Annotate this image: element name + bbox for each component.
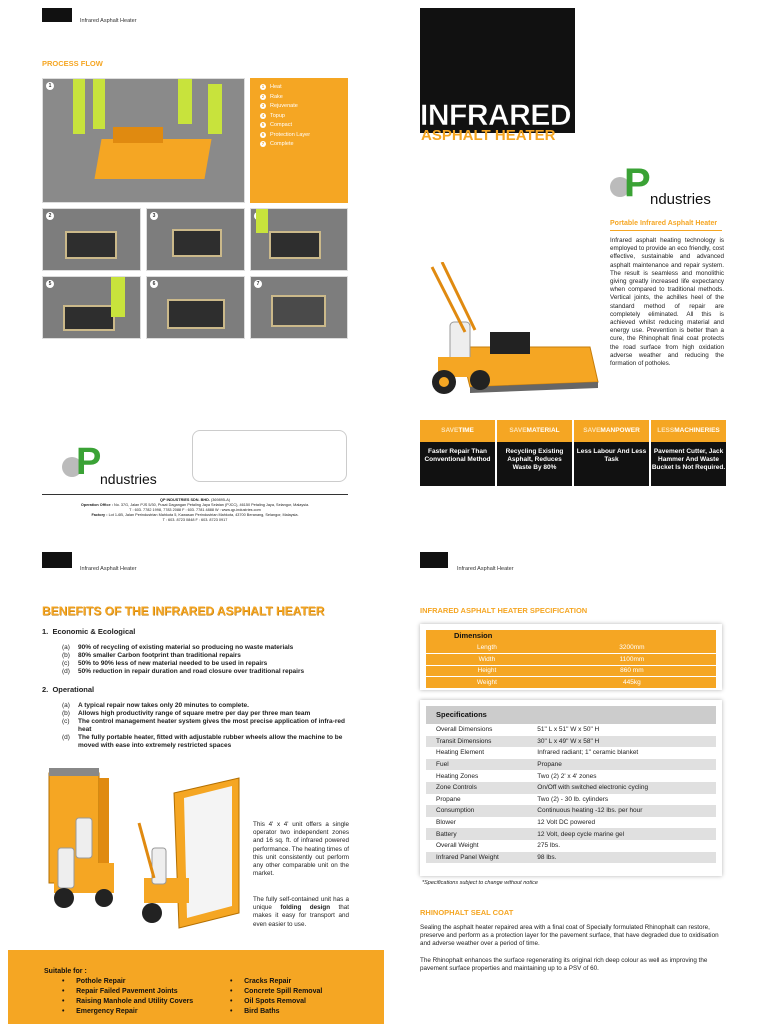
suitable-item: • Oil Spots Removal (230, 998, 306, 1005)
step-item: 3 Rejuvenate (261, 103, 298, 109)
suitable-item: • Cracks Repair (230, 978, 292, 985)
process-title: PROCESS FLOW (42, 59, 103, 68)
dimension-table (426, 642, 716, 689)
benefit-item: (c) The control management heater system gives the most precise application of infra-red heat (62, 718, 345, 733)
step-item: 7 Complete (261, 141, 294, 147)
step-item: 1 Heat (261, 84, 282, 90)
product-description: Infrared asphalt heating technology is employed to provide an eco friendly, cost effective, sustainable and advanced asphalt maintenance and repair system. The result is seamless and monolithic giving greatly increased life expectancy when compared to traditional methods. Vertical joints, the achilles heel of the standard method of repair are completely eliminated. All this is achieved whilst reducing material and energy use. Prevention is better than a cure, the Rhinophalt final coat protects the road surface from high oxidation adverse weather and reducing the formation of potholes. (610, 237, 724, 368)
company-logo: P ndustries (62, 445, 172, 490)
header-block (420, 552, 448, 568)
benefits-title: BENEFITS OF THE INFRARED ASPHALT HEATER (42, 604, 325, 618)
unit-folding-text: The fully self-contained unit has a unique folding design that makes it easy for transport and even easier to use. (253, 896, 349, 928)
process-photo: 5 (42, 276, 141, 339)
benefit-item: (c) 50% to 90% less of new material needed to be used in repairs (62, 660, 268, 667)
process-photo: 6 (146, 276, 245, 339)
table-row: Battery 12 Volt, deep cycle marine gel (426, 828, 716, 840)
table-row: Heating Zones Two (2) 2' x 4' zones (426, 770, 716, 782)
page-specification (384, 540, 768, 1024)
process-photo: 3 (146, 208, 245, 271)
rhino-title: RHINOPHALT SEAL COAT (420, 908, 514, 917)
suitable-item: • Bird Baths (230, 1008, 280, 1015)
step-item: 5 Compact (261, 122, 293, 128)
table-row: Weight 445kg (426, 677, 716, 689)
benefit-section-heading: 1. Economic & Ecological (42, 627, 136, 636)
step-item: 4 Topup (261, 112, 285, 119)
save-box: LESSMACHINERIES Pavement Cutter, Jack Hammer And Waste Bucket Is Not Required. (651, 420, 726, 486)
folding-unit-illustration (44, 768, 244, 938)
table-row: Heating Element Infrared radiant; 1" ceramic blanket (426, 747, 716, 759)
process-photo: 7 (250, 276, 348, 339)
footer-divider (42, 494, 348, 495)
save-box: SAVEMATERIAL Recycling Existing Asphalt, Reduces Waste By 80% (497, 420, 572, 486)
step-item: 2 Rake (261, 93, 283, 100)
spec-note: *Specifications subject to change without notice (422, 880, 538, 886)
spec-heading: Specifications (426, 706, 716, 724)
spec-table (426, 724, 716, 863)
unit-description: This 4' x 4' unit offers a single operator two independent zones and 16 sq. ft. of infrared powered performance. The heating times of this unit consistently out perform any other comparable unit on the market. (253, 821, 349, 878)
page-process-flow (0, 0, 384, 530)
product-heading: Portable Infrared Asphalt Heater (610, 220, 718, 227)
product-heading-rule (610, 230, 722, 231)
table-row: Infrared Panel Weight 98 lbs. (426, 852, 716, 864)
logo-side-box (192, 430, 347, 482)
dimension-heading: Dimension (426, 630, 716, 642)
spec-title: INFRARED ASPHALT HEATER SPECIFICATION (420, 606, 588, 615)
table-row: Blower 12 Volt DC powered (426, 817, 716, 829)
header-label: Infrared Asphalt Heater (457, 566, 514, 572)
header-label: Infrared Asphalt Heater (80, 566, 137, 572)
table-row: Fuel Propane (426, 759, 716, 771)
suitable-item: • Repair Failed Pavement Joints (62, 988, 178, 995)
header-block (42, 8, 72, 22)
rhino-paragraph: Sealing the asphalt heater repaired area with a final coat of Specially formulated Rhinophalt can restore, preserve and perform as a protection layer for the pavement surface, that have degraded due to oxidisation and adverse weather over a period of time. (420, 924, 719, 948)
step-item: 6 Protection Layer (261, 131, 311, 138)
cover-logo: P ndustries (610, 165, 730, 215)
header-label: Infrared Asphalt Heater (80, 18, 137, 24)
process-photo (250, 208, 348, 271)
page-cover (384, 0, 768, 530)
benefit-item: (d) The fully portable heater, fitted with adjustable rubber wheels allow the machine to be moved with ease into extremely restricted spaces (62, 734, 343, 749)
table-row: Height 860 mm (426, 665, 716, 677)
suitable-item: • Raising Manhole and Utility Covers (62, 998, 194, 1005)
benefit-item: (b) Allows high productivity range of square metre per day per three man team (62, 710, 311, 717)
suitable-item: • Emergency Repair (62, 1008, 138, 1015)
cover-title: INFRARED (420, 99, 571, 132)
header-block (42, 552, 72, 568)
save-box: SAVETIME Faster Repair Than Conventional Method (420, 420, 495, 486)
table-row: Transit Dimensions 30" L x 49" W x 58" H (426, 736, 716, 748)
benefit-item: (a) 90% of recycling of existing material so producing no waste materials (62, 644, 294, 651)
table-row: Width 1100mm (426, 654, 716, 666)
benefit-section-heading: 2. Operational (42, 685, 95, 694)
table-row: Overall Weight 275 lbs. (426, 840, 716, 852)
benefit-item: (d) 50% reduction in repair duration and road closure over traditional repairs (62, 668, 305, 675)
suitable-item: • Concrete Spill Removal (230, 988, 323, 995)
dimension-table-card (420, 624, 722, 690)
table-row: Overall Dimensions 51" L x 51" W x 50" H (426, 724, 716, 736)
benefit-item: (a) A typical repair now takes only 20 minutes to complete. (62, 702, 249, 709)
cover-subtitle: ASPHALT HEATER (421, 127, 556, 144)
asphalt-heater-illustration (420, 262, 600, 402)
suitable-title: Suitable for : (44, 968, 87, 975)
company-info: QP INDUSTRIES SDN. BHD. (369895-A) Operation Office : No. 37G, Jalan PJS 5/30, Pusat Dagangan Petaling Jaya Selatan (PJCC), 46150 Petaling Jaya, Selangor, Malaysia. T : 603. 7782 1998, 7783 2088 F : 603. 7781 4888 W : www.qp-industries.com Factory : Lot 1-6B, Jalan Perindustrian Mahkota 5, Kawasan Perindustrian Mahkota, 43700 Beranang, Selangor, Malaysia. T : 603. 8723 0848 F : 603. 8723 0917 (80, 498, 310, 522)
rhino-paragraph: The Rhinophalt enhances the surface regenerating its original rich deep colour as well as improving the pavement surface properties and maintaining up to a PSV of 60. (420, 957, 708, 973)
spec-table-card (420, 700, 722, 876)
process-photo-main (42, 78, 245, 203)
benefit-item: (b) 80% smaller Carbon footprint than traditional repairs (62, 652, 241, 659)
suitable-for-panel (8, 950, 384, 1024)
table-row: Length 3200mm (426, 642, 716, 654)
process-photo: 2 (42, 208, 141, 271)
suitable-item: • Pothole Repair (62, 978, 126, 985)
process-steps-list (250, 78, 348, 203)
table-row: Consumption Continuous heating -12 lbs. per hour (426, 805, 716, 817)
page-benefits (0, 540, 384, 1024)
save-box: SAVEMANPOWER Less Labour And Less Task (574, 420, 649, 486)
table-row: Zone Controls On/Off with switched electronic cycling (426, 782, 716, 794)
photo-number: 1 (46, 82, 54, 90)
table-row: Propane Two (2) - 30 lb. cylinders (426, 794, 716, 806)
